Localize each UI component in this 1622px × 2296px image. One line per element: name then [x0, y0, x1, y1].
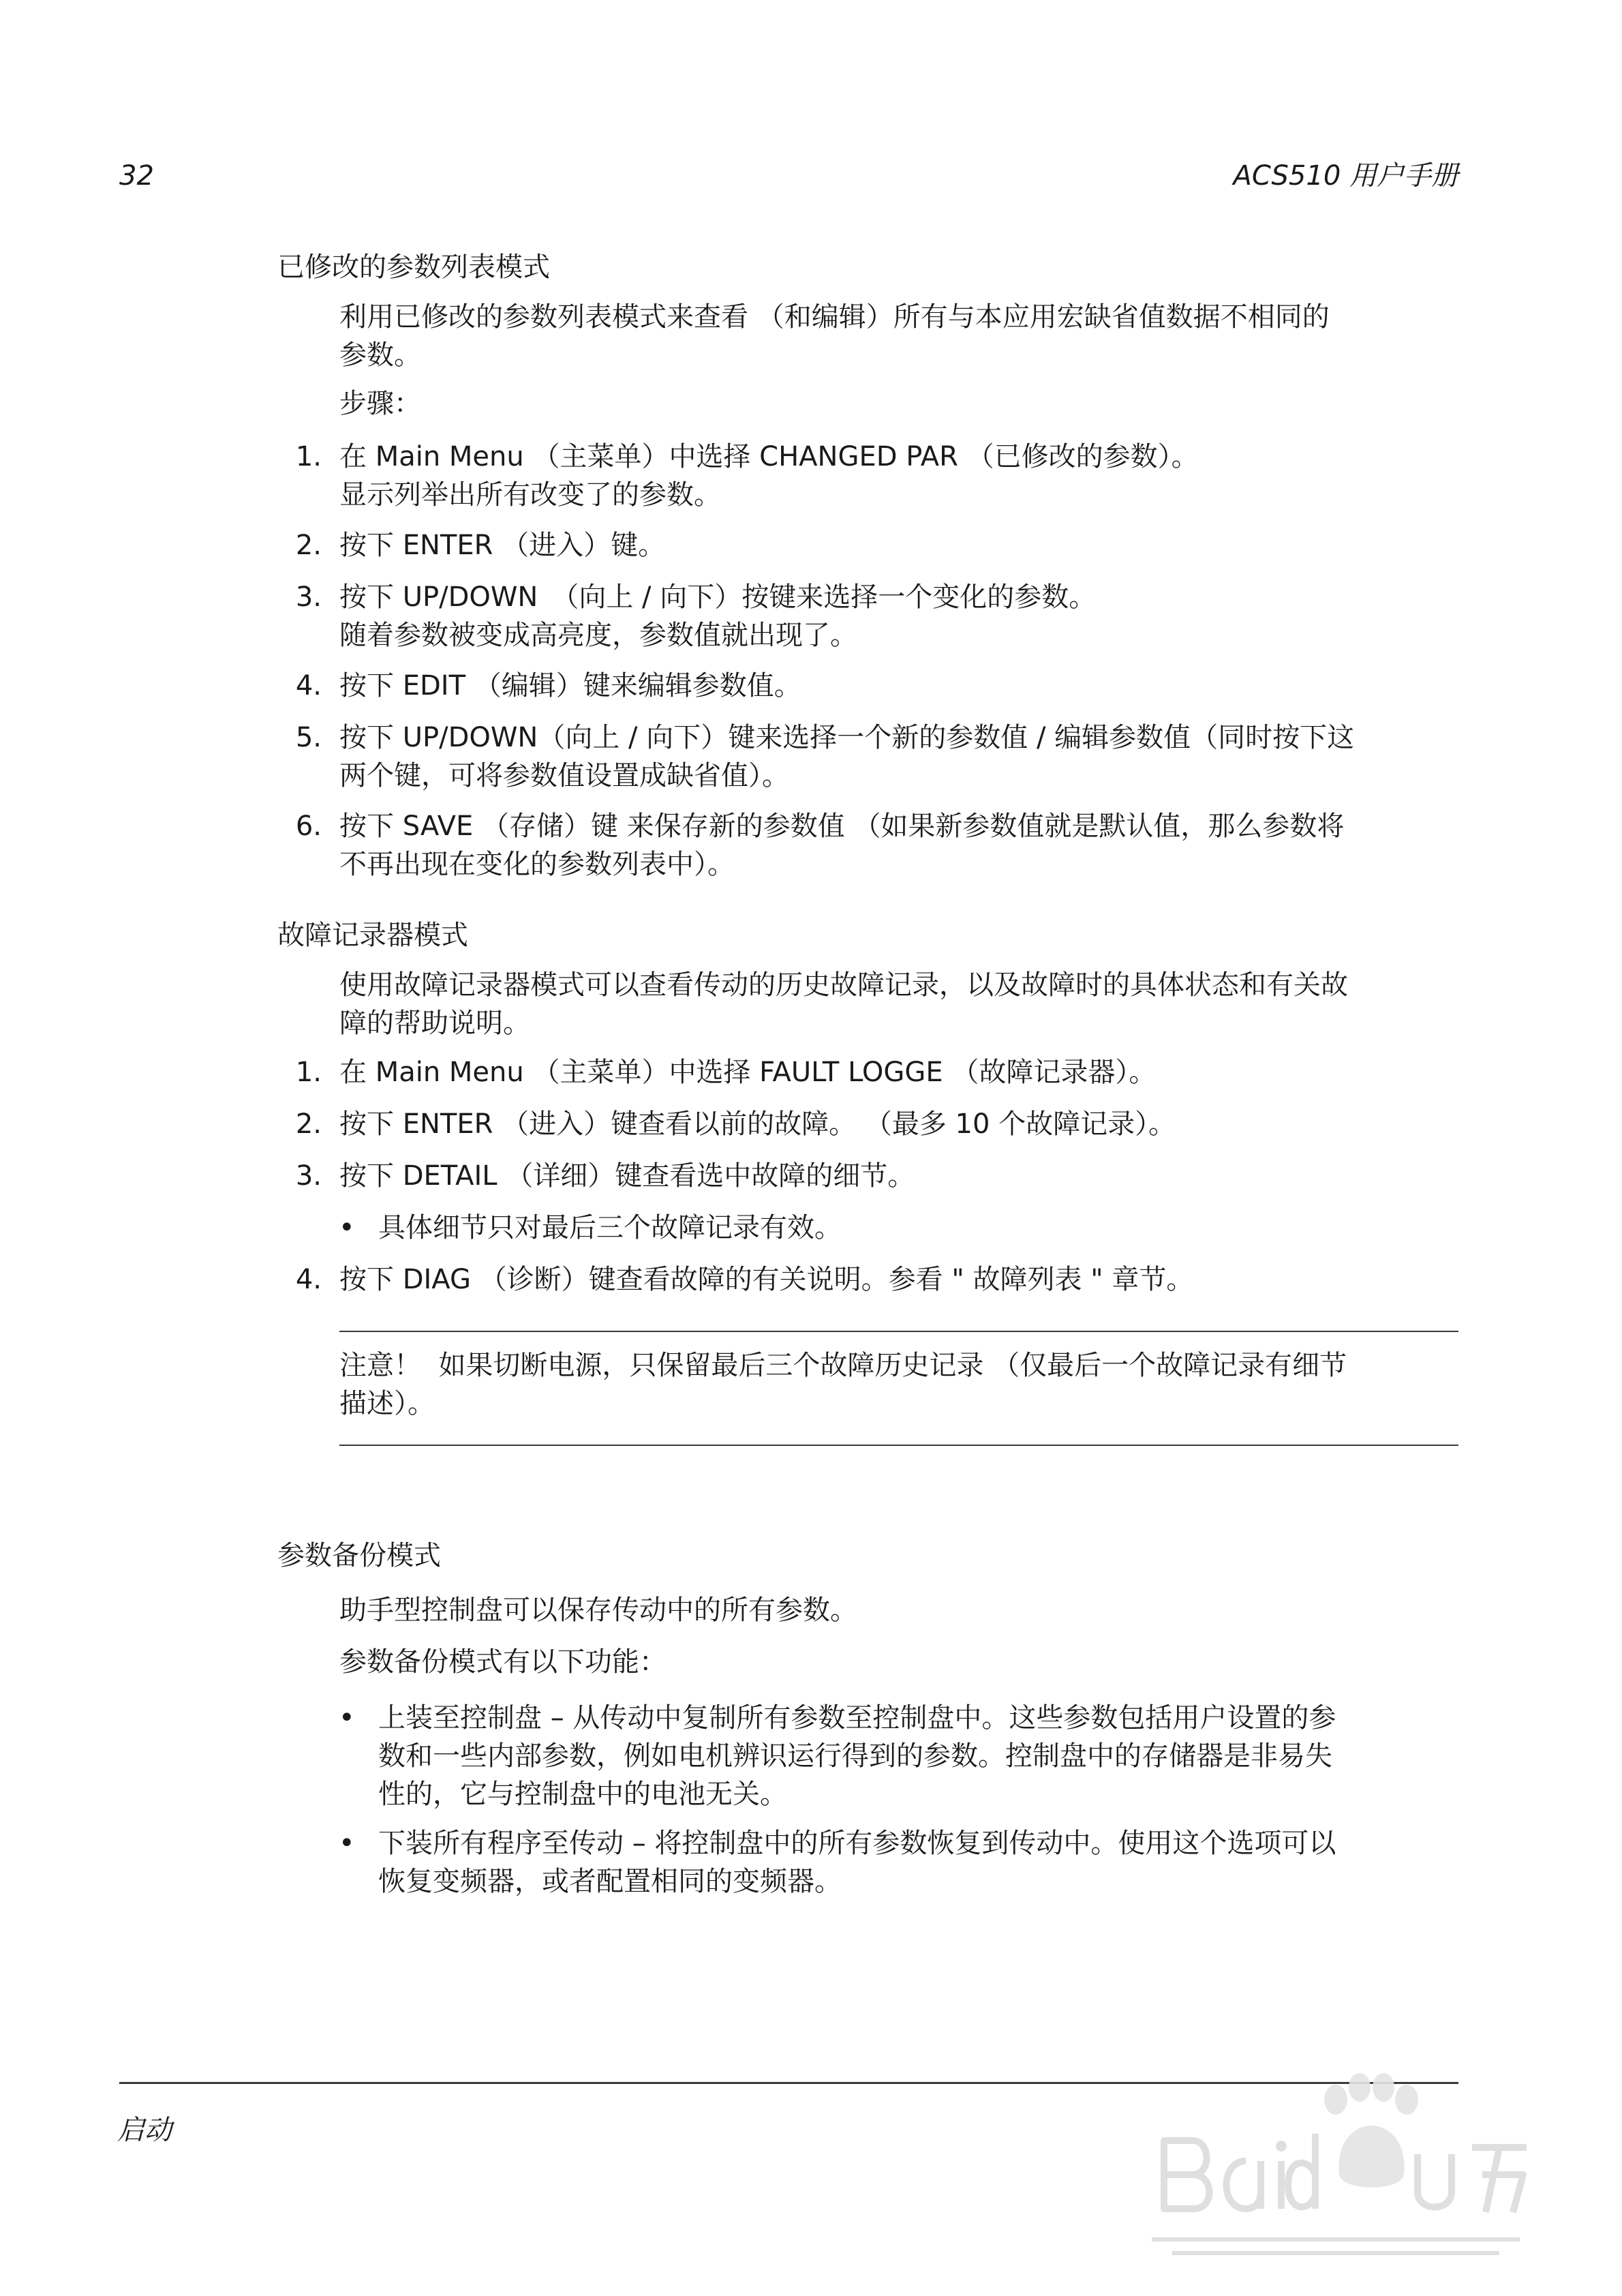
list-item: 6. 按下 SAVE （存储）键 来保存新的参数值 （如果新参数值就是默认值，那么参数将 不再出现在变化的参数列表中）。	[295, 811, 1345, 880]
manual-title: ACS510 用户手册	[1233, 160, 1458, 192]
note-text: 注意！ 如果切断电源，只保留最后三个故障历史记录 （仅最后一个故障记录有细节 描述）。	[339, 1350, 1347, 1419]
steps-label: 步骤：	[339, 388, 421, 419]
list-item: 4. 按下 EDIT （编辑）键来编辑参数值。	[295, 670, 801, 701]
list-item: 3. 按下 UP/DOWN （向上 / 向下）按键来选择一个变化的参数。 随着参数被变成高亮度，参数值就出现了。	[295, 581, 1097, 651]
bullet-icon: •	[339, 1828, 355, 1859]
section-heading-changed-par: 已修改的参数列表模式	[277, 252, 550, 283]
bullet-icon: •	[339, 1212, 355, 1243]
section-heading-backup: 参数备份模式	[277, 1540, 441, 1571]
sub-bullet: • 具体细节只对最后三个故障记录有效。	[339, 1209, 842, 1247]
list-item: • 下装所有程序至传动 – 将控制盘中的所有参数恢复到传动中。使用这个选项可以 恢复变频器，或者配置相同的变频器。	[339, 1824, 1336, 1901]
section-heading-fault-logger: 故障记录器模式	[277, 920, 468, 951]
list-item: 2. 按下 ENTER （进入）键。	[295, 530, 666, 561]
list-item: 4. 按下 DIAG （诊断）键查看故障的有关说明。参看 " 故障列表 " 章节。	[295, 1264, 1194, 1295]
changed-par-intro: 利用已修改的参数列表模式来查看 （和编辑）所有与本应用宏缺省值数据不相同的 参数。	[339, 301, 1330, 371]
list-item: 2. 按下 ENTER （进入）键查看以前的故障。 （最多 10 个故障记录）。	[295, 1108, 1176, 1140]
bullet-term: 下装所有程序至传动	[378, 1828, 624, 1859]
note-rule-bottom	[339, 1445, 1458, 1446]
list-item: 1. 在 Main Menu （主菜单）中选择 CHANGED PAR （已修改的参数）。 显示列举出所有改变了的参数。	[295, 441, 1199, 511]
note-rule-top	[339, 1331, 1458, 1332]
bullet-icon: •	[339, 1702, 355, 1734]
list-item: 5. 按下 UP/DOWN（向上 / 向下）键来选择一个新的参数值 / 编辑参数值（同时按下这 两个键，可将参数值设置成缺省值）。	[295, 722, 1355, 791]
backup-para-1: 助手型控制盘可以保存传动中的所有参数。	[339, 1595, 857, 1626]
backup-para-2: 参数备份模式有以下功能：	[339, 1646, 667, 1678]
list-item: • 上装至控制盘 – 从传动中复制所有参数至控制盘中。这些参数包括用户设置的参 数和一些内部参数，例如电机辨识运行得到的参数。控制盘中的存储器是非易失 性的，它与控制盘中的电池无关。	[339, 1699, 1336, 1813]
list-item: 1. 在 Main Menu （主菜单）中选择 FAULT LOGGE （故障记录器）。	[295, 1057, 1157, 1088]
paw-icon	[1324, 2073, 1418, 2188]
bullet-term: 上装至控制盘	[378, 1702, 542, 1734]
baidu-watermark-logo	[1131, 2072, 1540, 2277]
chapter-name: 启动	[117, 2115, 172, 2146]
page-number: 32	[119, 160, 154, 192]
note-label: 注意！	[339, 1350, 421, 1381]
fault-logger-intro: 使用故障记录器模式可以查看传动的历史故障记录，以及故障时的具体状态和有关故 障的帮助说明。	[339, 969, 1348, 1039]
list-item: 3. 按下 DETAIL （详细）键查看选中故障的细节。	[295, 1160, 915, 1192]
